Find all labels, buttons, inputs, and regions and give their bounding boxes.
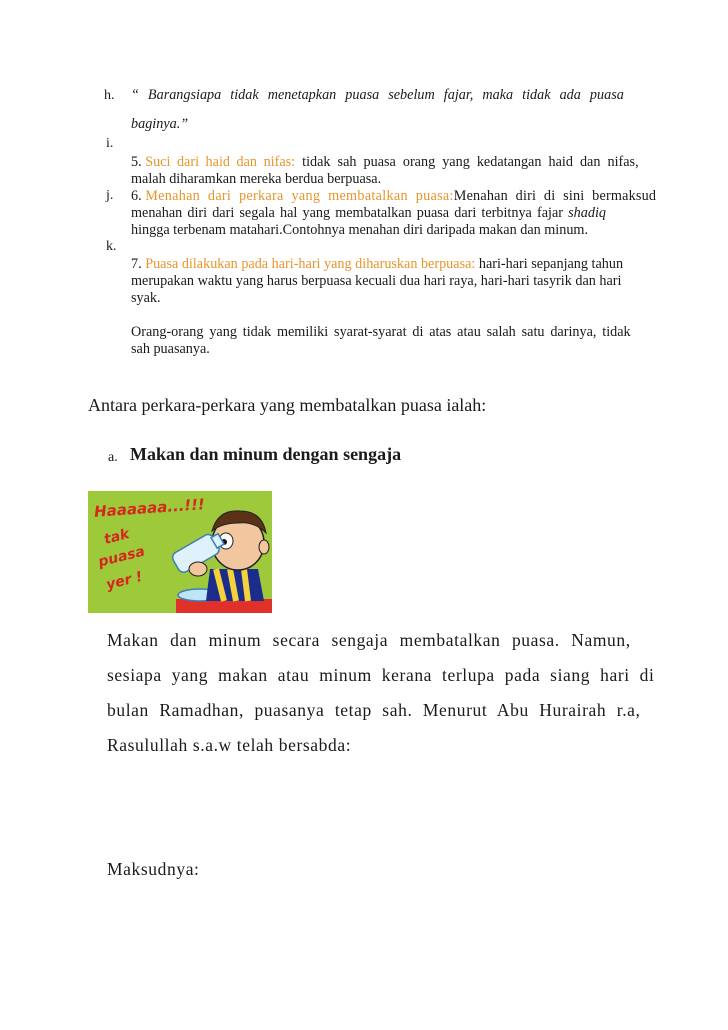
item-5-line-1 [131, 154, 641, 171]
item-6-number: 6. [131, 188, 142, 204]
quote-line-2: baginya.” [131, 116, 189, 132]
item-6-text: Menahan diri di sini bermaksud [453, 188, 657, 204]
item-7-highlight: Puasa dilakukan pada hari-hari yang diharuskan berpuasa: [145, 256, 476, 272]
list-marker-a: a. [108, 450, 118, 465]
cartoon-text-3: puasa [96, 543, 147, 571]
item-6-line-3: hingga terbenam matahari.Contohnya menahan diri daripada makan dan minum. [131, 222, 589, 238]
item-6-highlight: Menahan dari perkara yang membatalkan puasa: [145, 188, 454, 204]
item-7-number: 7. [131, 256, 142, 272]
paragraph-line-4: Rasulullah s.a.w telah bersabda: [107, 735, 352, 755]
paragraph-line-2: sesiapa yang makan atau minum kerana terlupa pada siang hari di [107, 665, 655, 685]
item-7-line-2: merupakan waktu yang harus berpuasa kecuali dua hari raya, hari-hari tasyrik dan hari [131, 273, 622, 289]
paragraph-line-1: Makan dan minum secara sengaja membatalkan puasa. Namun, [107, 630, 631, 650]
item-6-line-2 [131, 205, 643, 222]
section-heading: Antara perkara-perkara yang membatalkan puasa ialah: [88, 395, 487, 415]
item-7-line-3: syak. [131, 290, 161, 306]
maksudnya-label: Maksudnya: [107, 859, 200, 879]
list-marker-k: k. [106, 239, 117, 254]
item-a-title: Makan dan minum dengan sengaja [130, 444, 402, 464]
item-6-shadiq: shadiq [568, 205, 606, 221]
paragraph-line-3: bulan Ramadhan, puasanya tetap sah. Menurut Abu Hurairah r.a, [107, 700, 641, 720]
cartoon-text-2: tak [102, 526, 132, 548]
cartoon-text-4: yer ! [104, 568, 145, 594]
item-6-line-1 [131, 188, 657, 205]
list-marker-i: i. [106, 136, 114, 151]
note-line-2: sah puasanya. [131, 341, 210, 357]
cartoon-image [88, 491, 272, 613]
item-7-line-1 [131, 256, 643, 273]
list-marker-h: h. [104, 88, 115, 103]
list-marker-j: j. [106, 188, 114, 203]
quote-line-1: “ Barangsiapa tidak menetapkan puasa sebelum fajar, maka tidak ada puasa [131, 87, 624, 103]
item-7-text: hari-hari sepanjang tahun [475, 256, 624, 272]
cartoon-text-1: Haaaaaa...!!! [93, 495, 206, 521]
note-line-1: Orang-orang yang tidak memiliki syarat-syarat di atas atau salah satu darinya, tidak [131, 324, 631, 340]
item-5-number: 5. [131, 154, 142, 170]
item-5-text: tidak sah puasa orang yang kedatangan haid dan nifas, [295, 154, 639, 170]
item-6-line-2-text: menahan diri dari segala hal yang membatalkan puasa dari terbitnya fajar [131, 205, 569, 221]
item-5-highlight: Suci dari haid dan nifas: [145, 154, 296, 170]
item-5-line-2: malah diharamkan mereka berdua berpuasa. [131, 171, 382, 187]
